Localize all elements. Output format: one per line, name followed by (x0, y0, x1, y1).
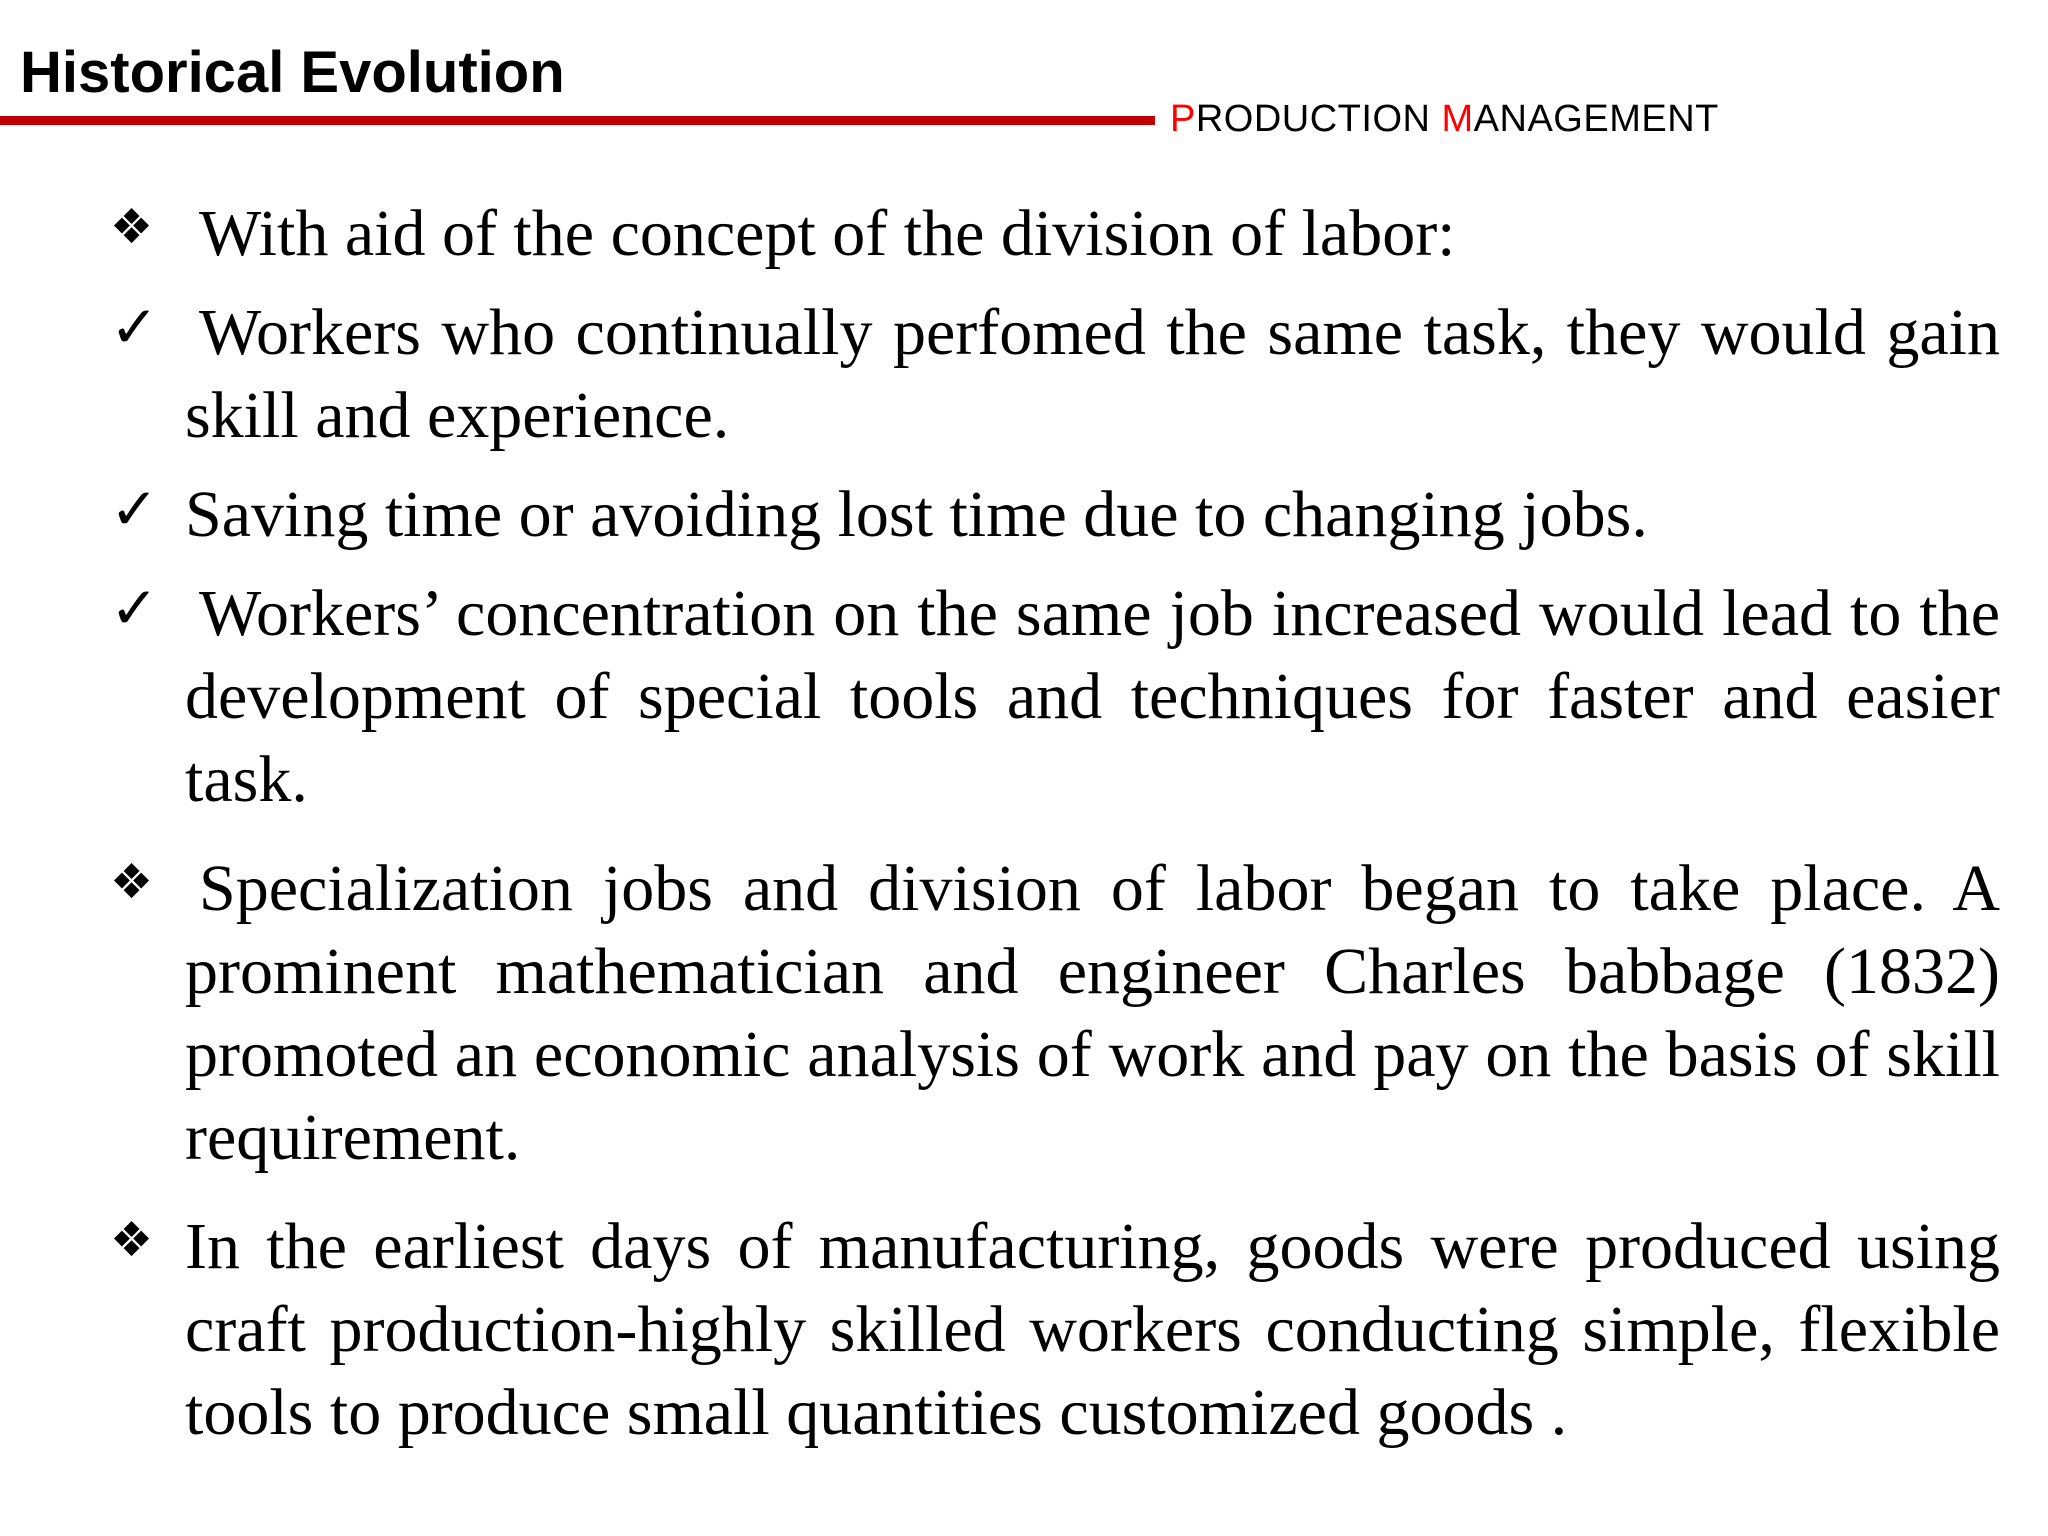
check-mark-icon: ✓ (110, 475, 159, 543)
brand-word-2: ANAGEMENT (1473, 98, 1719, 140)
brand-label (1170, 100, 1719, 138)
list-item-text: Workers’ concentration on the same job increased would lead to the development of special tools and techniques for faster and easier task. (185, 577, 2000, 816)
list-item-text: Workers who continually perfomed the same task, they would gain skill and experience. (185, 296, 2000, 452)
title-underline-rule (0, 116, 1155, 125)
check-mark-icon: ✓ (110, 574, 159, 642)
list-item-text: Saving time or avoiding lost time due to changing jobs. (185, 478, 1648, 551)
slide-title: Historical Evolution (20, 40, 565, 105)
list-item (110, 572, 2000, 821)
list-item (110, 473, 2000, 556)
brand-word-1: RODUCTION (1195, 98, 1442, 140)
list-item (110, 291, 2000, 457)
list-item-text: With aid of the concept of the division of labor: (199, 197, 1456, 270)
brand-initial-p: P (1170, 98, 1196, 140)
diamond-bullet-icon: ❖ (110, 1212, 154, 1268)
list-item-text: In the earliest days of manufacturing, goods were produced using craft production-highly skilled workers conducting simple, flexible tools to produce small quantities customized goods . (185, 1210, 2000, 1449)
list-item (110, 1205, 2000, 1454)
diamond-bullet-icon: ❖ (110, 199, 154, 255)
list-item (110, 847, 2000, 1179)
bullet-list (110, 192, 2000, 1454)
brand-initial-m: M (1441, 98, 1474, 140)
list-item-text: Specialization jobs and division of labor began to take place. A prominent mathematician and engineer Charles babbage (1832) promoted an economic analysis of work and pay on the basis of skill requirement. (185, 852, 2000, 1174)
list-item (110, 192, 2000, 275)
check-mark-icon: ✓ (110, 293, 159, 361)
diamond-bullet-icon: ❖ (110, 854, 154, 910)
